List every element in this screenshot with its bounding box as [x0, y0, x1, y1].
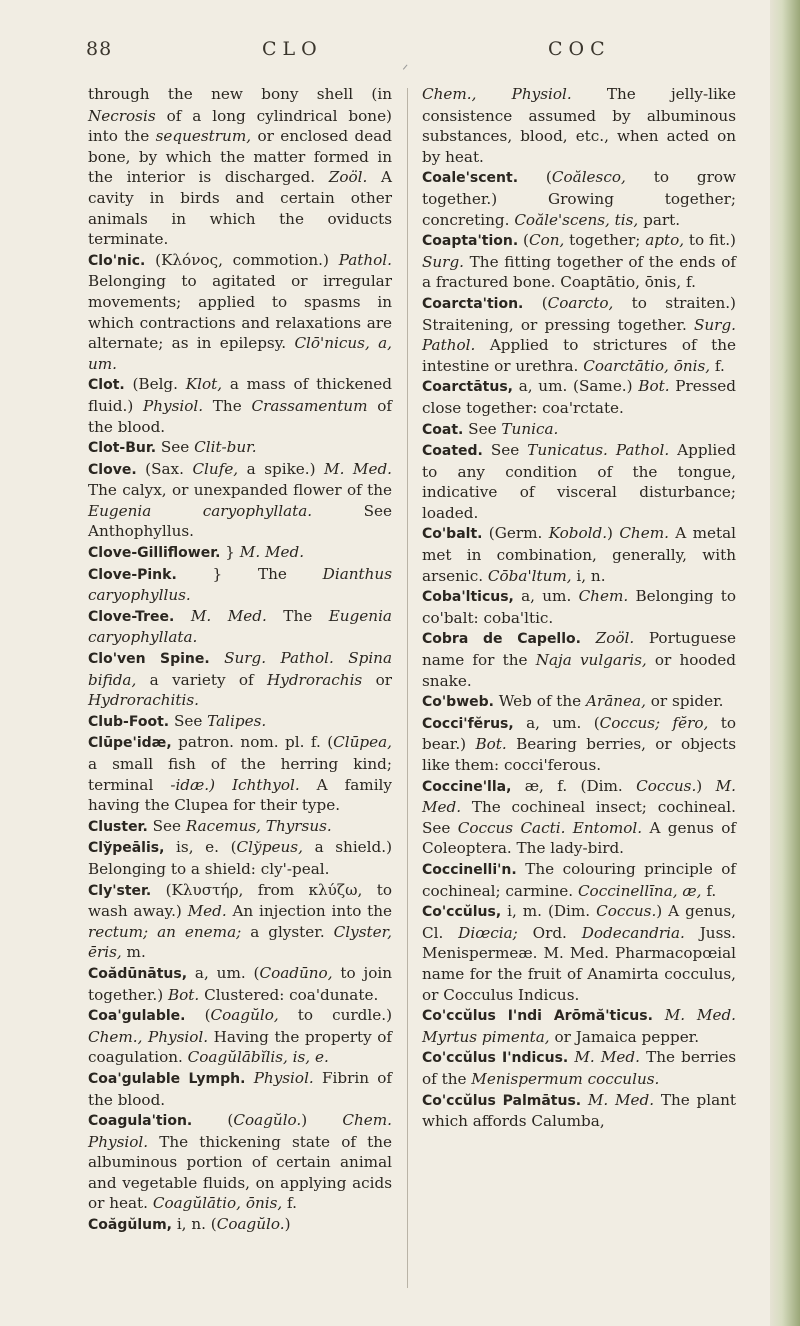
entry-headword: Coapta'tion. [422, 233, 519, 250]
entry-italic-text: Coccus. [596, 902, 657, 921]
dictionary-entry [88, 459, 392, 542]
entry-text: a mass of thickened fluid.) [88, 375, 392, 415]
dictionary-entry [422, 419, 736, 441]
entry-italic-text: Cōba'ltum, [487, 566, 572, 585]
entry-text: f. [282, 1194, 297, 1213]
entry-italic-text: Pathol. [338, 250, 392, 269]
entry-text: } [220, 543, 240, 562]
entry-italic-text: Tunica. [501, 419, 559, 438]
entry-text: See [156, 438, 195, 457]
entry-text: ( [185, 1006, 211, 1025]
entry-headword: Co'ccŭlus, [422, 904, 502, 921]
dictionary-entry [88, 542, 392, 564]
entry-italic-text: Tunicatus. Pathol. [527, 441, 670, 460]
entry-headword: Clo'ven Spine. [88, 651, 210, 668]
entry-text: i, m. (Dim. [501, 902, 597, 921]
entry-italic-text: Coălesco, [551, 168, 626, 187]
entry-text: The [266, 606, 329, 625]
entry-text: The berries of the [422, 1048, 736, 1088]
entry-italic-text: M. Med. [190, 606, 267, 625]
entry-italic-text: Coccus Cacti. Entomol. [457, 818, 643, 837]
entry-text: (Κλόνος, commotion.) [145, 250, 339, 269]
dictionary-entry [422, 586, 736, 628]
dictionary-entry [422, 859, 736, 901]
entry-text: a, um. ( [187, 963, 260, 982]
entry-italic-text: Racemus, Thyrsus. [185, 816, 332, 835]
entry-text: a, um. ( [513, 713, 600, 732]
entry-text: to bear.) [422, 713, 737, 754]
dictionary-entry [88, 374, 392, 437]
entry-headword: Cluster. [88, 818, 148, 835]
entry-text: The colouring principle of cochineal; carmine. [422, 859, 736, 900]
entry-italic-text: Con, [528, 231, 565, 250]
entry-text: Applied to any condition of the tongue, indicative of visceral disturbance; loaded. [422, 441, 737, 522]
entry-headword: Coccine'lla, [422, 778, 512, 795]
entry-headword: Coa'gulable Lymph. [88, 1070, 246, 1087]
page-edge [770, 0, 800, 1326]
dictionary-entry [422, 440, 736, 523]
entry-italic-text: M. Med. [422, 776, 736, 817]
print-mark [403, 64, 412, 73]
entry-text [215, 776, 232, 794]
entry-italic-text: Crassamentum [251, 396, 368, 415]
entry-italic-text: Clufe, [192, 459, 239, 478]
dictionary-entry [88, 564, 392, 606]
entry-italic-text: Menispermum cocculus. [471, 1069, 660, 1088]
entry-italic-text: Naja vulgaris, [535, 651, 647, 670]
entry-headword: Co'bweb. [422, 694, 494, 711]
entry-text: m. [121, 943, 146, 962]
entry-text: Clustered: coa'dunate. [199, 985, 379, 1004]
entry-text: is, e. ( [164, 838, 237, 857]
entry-text: of the blood. [88, 396, 393, 436]
entry-text: or hooded snake. [422, 651, 736, 690]
entry-italic-text: Clō'nicus, a, um. [88, 334, 392, 373]
dictionary-entry [422, 84, 736, 167]
entry-text: The [203, 396, 252, 415]
entry-text: ( [192, 1111, 234, 1130]
entry-text: i, n. [571, 566, 606, 585]
dictionary-entry [88, 837, 392, 879]
entry-headword: Clūpe'idæ, [88, 735, 172, 752]
dictionary-entry [422, 230, 736, 293]
entry-italic-text: Physiol. [253, 1068, 314, 1087]
entry-italic-text: Eugenia caryophyllata. [88, 606, 392, 647]
entry-headword: Clove-Gilliflower. [88, 545, 221, 562]
entry-italic-text: rectum; an enema; [88, 922, 242, 941]
dictionary-entry [88, 1068, 392, 1110]
entry-text: Fibrin of the blood. [88, 1068, 392, 1109]
left-column [88, 84, 392, 1236]
dictionary-entry [88, 606, 392, 648]
entry-text: or spider. [645, 692, 724, 711]
entry-italic-text: apto, [645, 231, 685, 250]
entry-italic-text: Chem., Physiol. [422, 85, 572, 103]
entry-text: Applied to strictures of the intestine or urethra. [422, 336, 736, 375]
entry-italic-text: Bot. [475, 735, 507, 754]
entry-headword: Cly'ster. [88, 882, 152, 899]
entry-text: to straiten.) Straitening, or pressing together. [422, 293, 736, 334]
entry-text: f. [701, 881, 717, 900]
entry-headword: Co'ccŭlus I'ndi Arōmă'ticus. [422, 1008, 653, 1025]
entry-headword: Coăgŭlum, [88, 1217, 172, 1234]
entry-headword: Club-Foot. [88, 713, 170, 730]
entry-text: (Germ. [482, 524, 549, 543]
dictionary-entry [88, 437, 392, 459]
entry-text [210, 649, 224, 667]
dictionary-entry [422, 691, 736, 713]
entry-italic-text: Kobold. [548, 524, 608, 543]
entry-text [581, 629, 596, 647]
entry-italic-text: M. Med. [324, 459, 393, 478]
entry-text: to grow together.) Growing together; concreting. [422, 168, 736, 229]
entry-text: Juss. Menispermeæ. M. Med. Pharmacopœial name for the fruit of Anamirta cocculus, or Cocculus Indicus. [422, 923, 736, 1004]
entry-text: together; [564, 231, 646, 250]
entry-italic-text: Coarcto, [547, 293, 614, 312]
entry-text: A metal met in combination, generally, with arsenic. [422, 524, 736, 585]
entry-italic-text: Physiol. [143, 396, 204, 415]
dictionary-entry [422, 628, 736, 691]
entry-text: a, um. [513, 587, 579, 606]
entry-italic-text: Necrosis [88, 106, 156, 125]
dictionary-entry [422, 901, 736, 1005]
entry-text: A genus of Coleoptera. The lady-bird. [422, 818, 736, 858]
dictionary-entry [422, 376, 736, 418]
entry-italic-text: Bot. [638, 377, 670, 396]
entry-text: Ord. [517, 923, 582, 942]
dictionary-entry [88, 880, 392, 963]
entry-headword: Clove-Pink. [88, 566, 177, 583]
entry-text [653, 1006, 665, 1024]
entry-italic-text: Clyster, ēris, [88, 922, 393, 962]
entry-text: ) [301, 1111, 343, 1130]
entry-text: ) [696, 776, 716, 795]
entry-text: Belonging to agitated or irregular movements; applied to spasms in which contractions and relaxations are alternate; as in epilepsy. [88, 272, 392, 353]
entry-text: a glyster. [241, 922, 334, 941]
entry-text: See [147, 816, 186, 835]
entry-text: or [362, 670, 392, 689]
entry-headword: Coa'gulable. [88, 1008, 186, 1025]
entry-text: An injection into the [226, 902, 392, 921]
entry-text: The fitting together of the ends of a fractured bone. Coaptātio, ōnis, f. [422, 252, 736, 292]
entry-text: Bearing berries, or objects like them: cocci'ferous. [422, 735, 737, 774]
entry-italic-text: M. Med. Myrtus pimenta, [422, 1006, 737, 1046]
entry-text: See [482, 441, 528, 460]
entry-text: to join together.) [88, 963, 392, 1004]
entry-italic-text: Med. [187, 902, 227, 921]
entry-text: } The [176, 564, 323, 583]
entry-text: a small fish of the herring kind; terminal [88, 755, 392, 794]
entry-text: to curdle.) [278, 1006, 392, 1025]
entry-italic-text: Clit-bur. [194, 438, 257, 457]
dictionary-entry [88, 1214, 392, 1236]
entry-italic-text: Dodecandria. [581, 923, 685, 942]
entry-text: ( [518, 231, 529, 250]
entry-headword: Coat. [422, 421, 464, 438]
entry-headword: Coba'lticus, [422, 589, 514, 606]
entry-text: (Sax. [136, 459, 193, 478]
entry-text: See Anthophyllus. [88, 501, 392, 541]
dictionary-entry [88, 250, 392, 375]
entry-text [581, 1091, 588, 1109]
entry-italic-text: Coccinellīna, æ, [577, 881, 702, 900]
dictionary-entry [88, 963, 392, 1005]
dictionary-entry [88, 84, 392, 250]
dictionary-entry [422, 167, 736, 230]
entry-text: (Belg. [124, 375, 186, 394]
entry-text: a variety of [136, 670, 268, 689]
entry-headword: Cocci'fĕrus, [422, 715, 514, 732]
dictionary-entry [422, 293, 736, 376]
dictionary-entry [422, 523, 736, 586]
entry-text: The jelly-like consistence assumed by albuminous substances, blood, etc., when acted on by heat. [422, 85, 736, 166]
dictionary-entry [88, 1005, 392, 1068]
entry-text: See [463, 419, 502, 438]
entry-italic-text: Chem. [619, 524, 669, 543]
entry-text: a, um. (Same.) [513, 377, 639, 396]
dictionary-entry [88, 816, 392, 838]
entry-italic-text: Coagŭlābĭlis, is, e. [187, 1048, 329, 1067]
entry-text: The plant which affords Calumba, [422, 1090, 737, 1131]
entry-italic-text: M. Med. [574, 1048, 640, 1067]
entry-italic-text: Coagŭlo. [216, 1215, 285, 1234]
entry-italic-text: Surg. Pathol. [422, 315, 736, 355]
entry-text: ) [607, 524, 620, 543]
entry-headword: Clove. [88, 461, 137, 478]
entry-headword: Clove-Tree. [88, 608, 175, 625]
entry-italic-text: Coccus; fĕro, [599, 713, 709, 732]
dictionary-entry [422, 776, 736, 859]
entry-italic-text: Eugenia caryophyllata. [88, 501, 313, 520]
entry-text: or Jamaica pepper. [549, 1027, 700, 1046]
entry-headword: Coarctātus, [422, 379, 513, 396]
entry-italic-text: Surg. [422, 252, 464, 271]
entry-italic-text: Coagŭlo, [210, 1006, 279, 1025]
entry-text: The cochineal insect; cochineal. See [422, 798, 736, 837]
entry-italic-text: Zoöl. [595, 629, 635, 648]
entry-text: ( [523, 293, 548, 312]
entry-headword: Coccinelli'n. [422, 861, 517, 878]
entry-headword: Clot. [88, 377, 125, 394]
entry-italic-text: Clūpea, [333, 733, 392, 752]
entry-italic-text: Coagŭlātio, ōnis, [152, 1194, 283, 1213]
entry-italic-text: Clўpeus, [236, 838, 303, 857]
dictionary-entry [422, 1090, 736, 1132]
running-head-left: CLO [262, 38, 323, 60]
entry-text [174, 607, 191, 625]
entry-headword: Coădūnātus, [88, 965, 188, 982]
entry-text: Portuguese name for the [422, 629, 736, 670]
entry-text: a shield.) Belonging to a shield: cly'-peal. [88, 838, 393, 878]
running-head-right: COC [548, 38, 611, 60]
entry-italic-text: Coccus. [636, 776, 697, 795]
entry-headword: Cobra de Capello. [422, 631, 581, 648]
entry-text: of a long cylindrical bone) into the [88, 106, 392, 146]
entry-headword: Coated. [422, 443, 483, 460]
entry-text: to fit.) [684, 231, 736, 250]
entry-italic-text: M. Med. [239, 543, 305, 562]
entry-headword: Clot-Bur. [88, 440, 157, 457]
entry-italic-text: Dianthus caryophyllus. [88, 564, 392, 605]
entry-italic-text: Coăle'scens, tis, [514, 210, 639, 229]
entry-italic-text: Diœcia; [458, 923, 518, 942]
entry-text: patron. nom. pl. f. ( [171, 733, 334, 752]
page-number: 88 [86, 38, 113, 60]
entry-text: ) A genus, Cl. [422, 902, 736, 942]
entry-text: i, n. ( [172, 1215, 217, 1234]
column-divider [407, 88, 408, 1288]
entry-italic-text: Chem. [578, 587, 629, 606]
entry-text: Web of the [493, 692, 586, 711]
entry-text: See [169, 711, 208, 730]
entry-headword: Coale'scent. [422, 170, 519, 187]
entry-italic-text: Talipes. [207, 711, 267, 730]
dictionary-entry [422, 1005, 736, 1047]
entry-italic-text: Ichthyol. [232, 775, 300, 794]
entry-text: Pressed close together: coa'rctate. [422, 377, 737, 417]
entry-italic-text: Coarctātio, ōnis, [583, 356, 711, 375]
entry-italic-text: Chem., Physiol. [88, 1027, 209, 1046]
entry-italic-text: Zoöl. [328, 168, 368, 187]
entry-italic-text: Hydrorachis [267, 670, 363, 689]
entry-headword: Co'ccŭlus I'ndicus. [422, 1050, 569, 1067]
entry-italic-text: sequestrum, [155, 127, 252, 146]
dictionary-entry [88, 711, 392, 733]
entry-italic-text: Coagŭlo. [233, 1111, 302, 1130]
entry-text [245, 1069, 253, 1087]
entry-text: Belonging to co'balt: coba'ltic. [422, 587, 736, 627]
dictionary-entry [422, 713, 736, 776]
right-column [422, 84, 736, 1132]
entry-italic-text: Surg. Pathol. Spina bifida, [88, 649, 393, 689]
entry-text: The calyx, or unexpanded flower of the [88, 481, 392, 500]
entry-text: Having the property of coagulation. [88, 1027, 392, 1067]
entry-headword: Coagula'tion. [88, 1113, 193, 1130]
entry-text: The thickening state of the albuminous portion of certain animal and vegetable fluids, on applying acids or heat. [88, 1132, 392, 1213]
entry-italic-text: Chem. Physiol. [88, 1111, 392, 1151]
entry-text: A cavity in birds and certain other animals in which the oviducts terminate. [88, 168, 392, 249]
dictionary-entry [88, 1110, 392, 1214]
entry-italic-text: Hydrorachitis. [88, 691, 199, 710]
entry-text: ( [518, 168, 552, 187]
entry-italic-text: Klot, [185, 375, 223, 394]
entry-italic-text: -idæ.) [170, 775, 216, 794]
entry-text: a spike.) [238, 459, 325, 478]
dictionary-entry [422, 1047, 736, 1089]
entry-text: æ, f. (Dim. [511, 776, 637, 795]
entry-text: or enclosed dead bone, by which the matter formed in the interior is discharged. [88, 127, 392, 187]
dictionary-entry [88, 648, 392, 711]
entry-text: A family having the Clupea for their type. [88, 775, 392, 815]
entry-text: ) [284, 1215, 291, 1234]
dictionary-entry [88, 732, 392, 815]
entry-italic-text: Bot. [168, 985, 200, 1004]
entry-text: f. [710, 356, 725, 375]
entry-text: through the new bony shell (in [88, 85, 392, 103]
entry-headword: Co'balt. [422, 526, 483, 543]
entry-headword: Clўpeālis, [88, 840, 165, 857]
entry-text: (Κλυστήρ, from κλύζω, to wash away.) [88, 880, 392, 921]
entry-headword: Coarcta'tion. [422, 295, 524, 312]
entry-text: part. [638, 210, 681, 229]
entry-italic-text: M. Med. [587, 1090, 655, 1109]
entry-headword: Co'ccŭlus Palmātus. [422, 1092, 582, 1109]
entry-italic-text: Coadūno, [259, 963, 333, 982]
entry-italic-text: Arānea, [586, 692, 646, 711]
entry-headword: Clo'nic. [88, 252, 146, 269]
